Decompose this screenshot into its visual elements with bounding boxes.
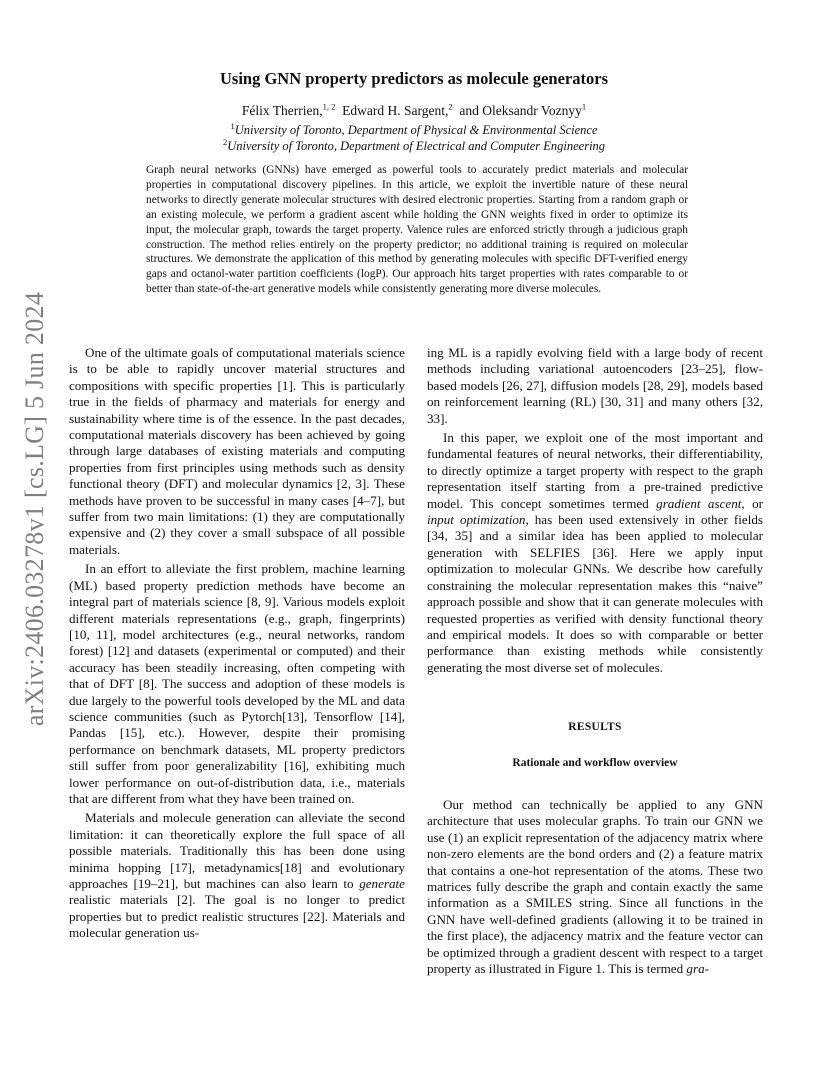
left-column	[69, 345, 405, 945]
text-segment: In an effort to alleviate the first problem, machine learning (ML) based property prediction methods have become an integral part of materials science [8, 9]. Various models exploit different materials representations (e.g., graph, fingerprints) [10, 11], model architectures (e.g., neural networks, random forest) [12] and datasets (experimental or computed) and their accuracy has been steadily increasing, often competing with that of DFT [8]. The success and adoption of these models is due largely to the powerful tools developed by the ML and data science communities (such as Pytorch[13], Tensorflow [14], Pandas [15], etc.). However, despite their promising performance on benchmark datasets, ML property predictors still suffer from poor generalizability [16], exhibiting much lower performance on out-of-distribution data, i.e., materials that are different from what they have been trained on.	[69, 561, 405, 806]
affiliation	[0, 136, 828, 154]
affiliation-text: University of Toronto, Department of Electrical and Computer Engineering	[227, 139, 606, 153]
abstract: Graph neural networks (GNNs) have emerged as powerful tools to accurately predict materials and molecular properties in computational discovery pipelines. In this article, we exploit the invertible nature of these neural networks to directly generate molecular structures with desired electronic properties. Starting from a random graph or an existing molecule, we perform a gradient ascent while holding the GNN weights fixed in order to optimize its input, the molecular graph, towards the target property. Valence rules are enforced strictly through a judicious graph construction. The method relies entirely on the property predictor; no additional training is required on molecular structures. We demonstrate the application of this method by generating molecules with specific DFT-verified energy gaps and octanol-water partition coefficients (logP). Our approach hits target properties with rates comparable to or better than state-of-the-art generative models while consistently generating more diverse molecules.	[146, 164, 688, 296]
paragraph	[69, 810, 405, 941]
author-affiliation-marker: 1, 2	[322, 101, 336, 112]
author-affiliation-marker: 2	[448, 101, 453, 112]
text-segment: Materials and molecule generation can alleviate the second limitation: it can theoretically explore the full space of all possible materials. Traditionally this has been done using minima hopping [17], metadynamics[18] and evolutionary approaches [19–21], but machines can also learn to	[69, 810, 405, 891]
author-affiliation-marker: 1	[581, 101, 587, 112]
emphasized-text: gra-	[686, 961, 709, 976]
text-segment: , has been used extensively in other fields [34, 35] and a similar idea has been applied to molecular generation with SELFIES [36]. Here we apply input optimization to molecular GNNs. We describe how carefully constraining the molecular representation makes this “naive” approach possible and show that it can generate molecules with requested properties as verified with density functional theory and empirical models. It does so with comparable or better performance than existing methods while consistently generating the most diverse set of molecules.	[427, 512, 763, 675]
emphasized-text: input optimization	[427, 512, 526, 528]
paragraph	[427, 345, 763, 427]
subsection-heading: Rationale and workflow overview	[512, 756, 678, 769]
text-segment: One of the ultimate goals of computational materials science is to be able to rapidly uncover material structures and compositions with specific properties [1]. This is particularly true in the fields of pharmacy and materials for energy and sustainability where time is of the essence. In the past decades, computational materials discovery has been achieved by going through large databases of existing materials and computing properties from first principles using methods such as density functional theory (DFT) and molecular dynamics [2, 3]. These methods have proven to be successful in many cases [4–7], but suffer from two main limitations: (1) they are computationally expensive and (2) they cover a small subspace of all possible materials.	[69, 345, 405, 557]
text-segment: Our method can technically be applied to any GNN architecture that uses molecular graphs. To train our GNN we use (1) an explicit representation of the adjacency matrix where non-zero elements are the bond orders and (2) a feature matrix that contains a one-hot representation of the atoms. These two matrices fully describe the graph and contain exactly the same information as a SMILES string. Since all functions in the GNN have well-defined gradients (allowing it to be trained in the first place), the adjacency matrix and the feature vector can be optimized through a gradient descent with respect to a target property as illustrated in Figure 1. This is termed	[427, 796, 763, 976]
body-text	[427, 797, 763, 977]
body-text	[427, 345, 763, 676]
paragraph	[427, 430, 763, 676]
arxiv-identifier	[12, 291, 58, 726]
paper-title: Using GNN property predictors as molecule generators	[220, 69, 608, 88]
text-segment: In this paper, we exploit one of the most important and fundamental features of neural networks, their differentiability, to directly optimize a target property with respect to the graph representation itself starting from a pre-trained predictive model. This concept sometimes termed	[427, 430, 763, 511]
author-name: Edward H. Sargent,	[342, 103, 449, 118]
emphasized-text: generate	[359, 876, 405, 891]
text-segment: ing ML is a rapidly evolving field with a large body of recent methods including variational autoencoders [23–25], flow-based models [26, 27], diffusion models [28, 29], models based on reinforcement learning (RL) [30, 31] and many others [32, 33].	[427, 345, 763, 426]
paragraph	[427, 797, 763, 977]
affiliation-marker: 2	[222, 136, 228, 147]
paragraph	[69, 345, 405, 558]
author-name: and Oleksandr Voznyy	[459, 103, 582, 118]
right-column	[427, 345, 763, 980]
affiliation-text: University of Toronto, Department of Physical & Environmental Science	[234, 123, 598, 137]
author-name: Félix Therrien,	[241, 103, 323, 118]
text-segment: realistic materials [2]. The goal is no longer to predict properties but to predict realistic structures [22]. Materials and molecular generation us-	[69, 892, 405, 941]
body-text	[69, 345, 405, 942]
text-segment: , or	[741, 495, 763, 511]
arxiv-identifier-text: arXiv:2406.03278v1 [cs.LG] 5 Jun 2024	[20, 291, 49, 726]
section-heading: RESULTS	[568, 721, 622, 734]
emphasized-text: gradient ascent	[656, 495, 742, 511]
author-list	[0, 103, 828, 119]
affiliation	[0, 120, 828, 138]
paragraph	[69, 561, 405, 807]
affiliation-marker: 1	[230, 120, 235, 131]
